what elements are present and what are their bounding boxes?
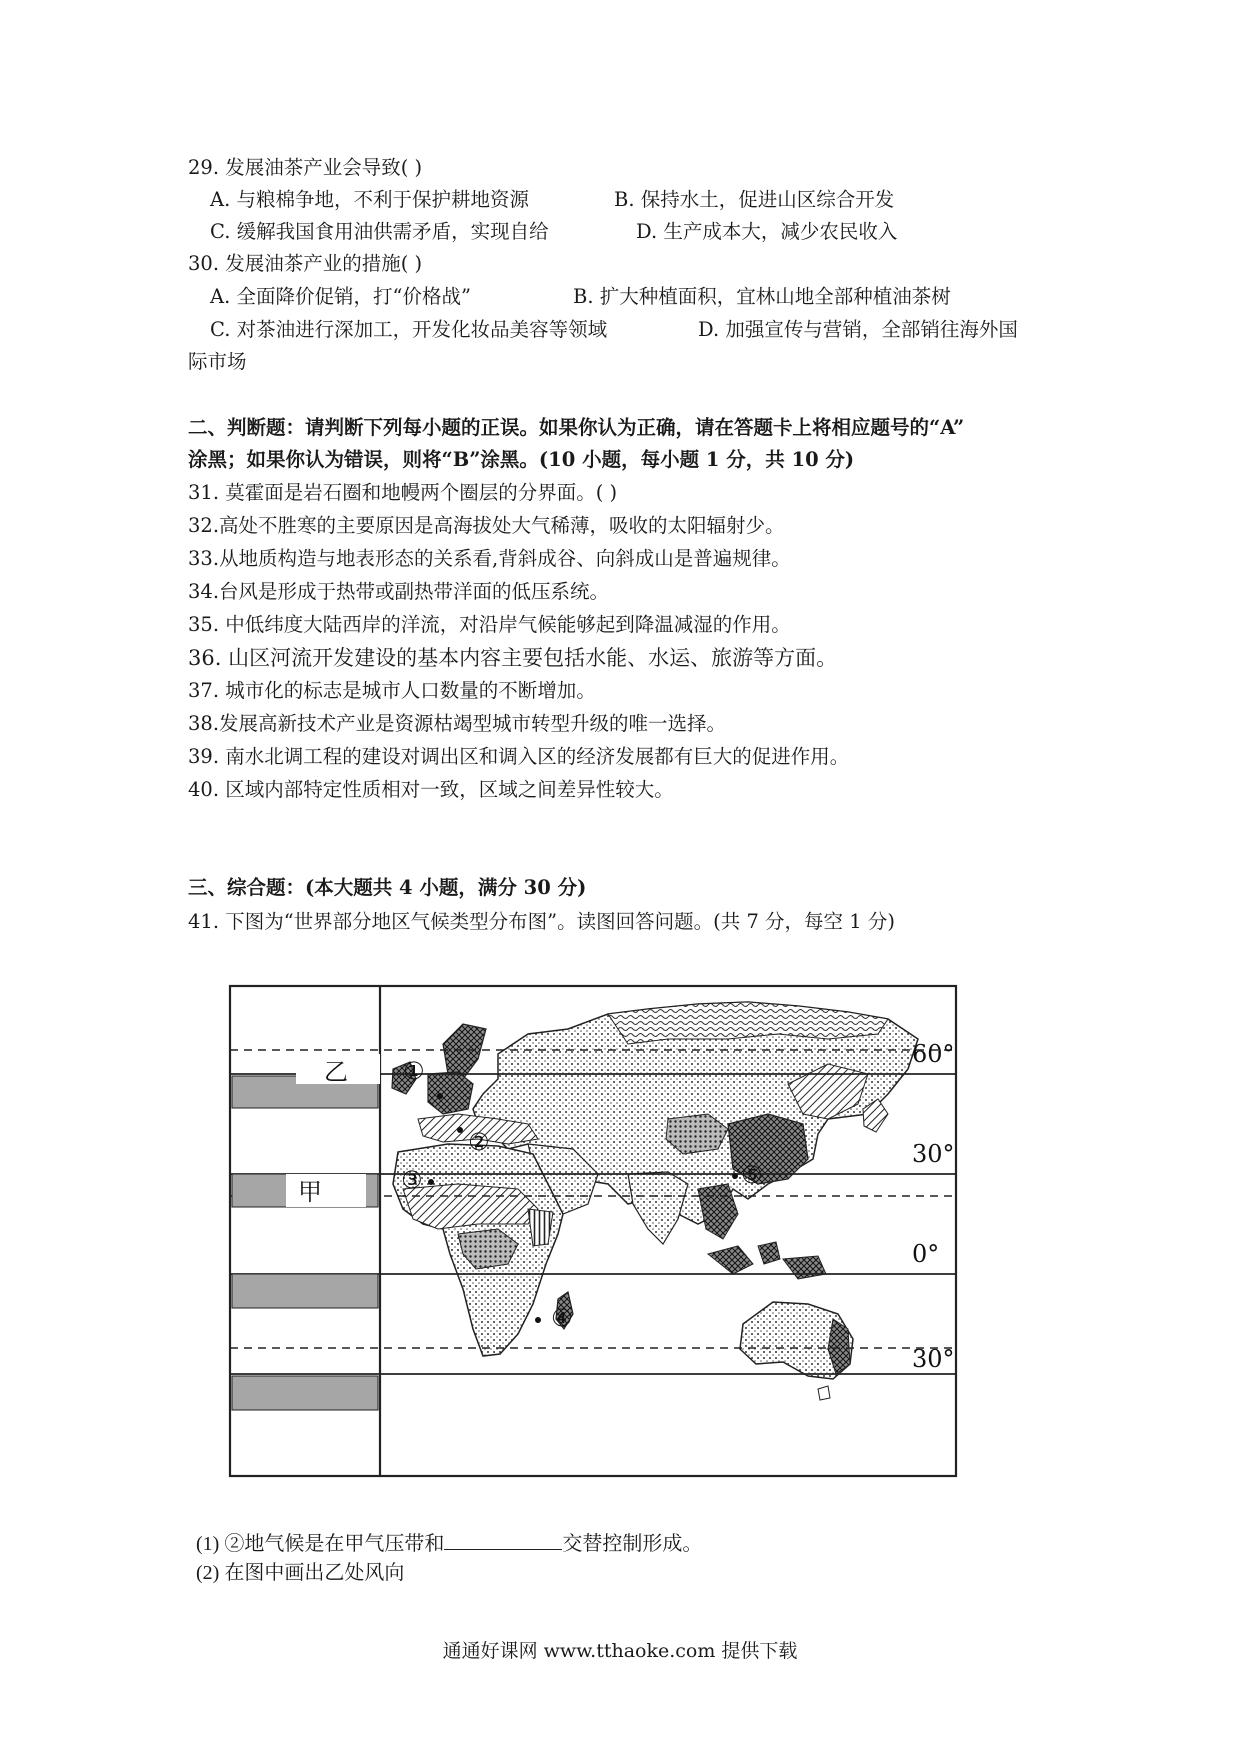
q41-stem: 41. 下图为“世界部分地区气候类型分布图”。读图回答问题。(共 7 分，每空 1 分) [188, 910, 895, 933]
judge-item: 39. 南水北调工程的建设对调出区和调入区的经济发展都有巨大的促进作用。 [188, 745, 850, 768]
western-europe [428, 1072, 473, 1114]
section3-title: 三、综合题：(本大题共 4 小题，满分 30 分) [188, 876, 587, 899]
q30-option-b: B. 扩大种植面积，宜林山地全部种植油茶树 [573, 285, 951, 308]
marker-2: ② [468, 1128, 490, 1156]
marker-dot [732, 1173, 738, 1179]
marker-dot [457, 1127, 463, 1133]
judge-item: 38.发展高新技术产业是资源枯竭型城市转型升级的唯一选择。 [188, 712, 727, 735]
q29-option-d: D. 生产成本大，减少农民收入 [636, 220, 898, 243]
marker-dot [437, 1093, 443, 1099]
sub-question-1-tail: 交替控制形成。 [562, 1533, 703, 1555]
label-jia: 甲 [298, 1178, 322, 1206]
marker-1: ① [403, 1057, 425, 1085]
judge-item: 40. 区域内部特定性质相对一致，区域之间差异性较大。 [188, 778, 674, 801]
q30-option-d-continued: 际市场 [188, 350, 247, 373]
marker-4: ④ [551, 1304, 573, 1332]
sub-question-2: (2) 在图中画出乙处风向 [196, 1562, 405, 1584]
q30-option-c: C. 对茶油进行深加工，开发化妆品美容等领域 [210, 318, 608, 341]
judge-item: 33.从地质构造与地表形态的关系看,背斜成谷、向斜成山是普遍规律。 [188, 547, 791, 570]
marker-dot [428, 1179, 434, 1185]
climate-type-map [228, 984, 958, 1478]
sub-question-1 [196, 1531, 702, 1554]
q29-option-b: B. 保持水土，促进山区综合开发 [614, 188, 895, 211]
judge-item: 37. 城市化的标志是城市人口数量的不断增加。 [188, 679, 596, 702]
judge-item: 32.高处不胜寒的主要原因是高海拔处大气稀薄，吸收的太阳辐射少。 [188, 514, 785, 537]
pressure-band [232, 1274, 378, 1308]
section2-title-line1: 二、判断题：请判断下列每小题的正误。如果你认为正确，请在答题卡上将相应题号的“A” [188, 416, 965, 439]
sub-question-1-text: (1) ②地气候是在甲气压带和 [196, 1533, 445, 1555]
lat-label: 0° [912, 1240, 940, 1268]
q30-stem: 30. 发展油茶产业的措施( ) [188, 252, 423, 275]
pressure-band [232, 1376, 378, 1410]
lat-label: 60° [912, 1040, 955, 1068]
q29-option-a: A. 与粮棉争地，不利于保护耕地资源 [210, 188, 529, 211]
lat-label: 30° [912, 1345, 955, 1373]
section2-title-line2: 涂黑；如果你认为错误，则将“B”涂黑。(10 小题，每小题 1 分，共 10 分) [188, 448, 855, 471]
answer-blank[interactable] [444, 1531, 562, 1550]
marker-3: ③ [401, 1166, 423, 1194]
marker-dot [535, 1317, 541, 1323]
judge-item: 36. 山区河流开发建设的基本内容主要包括水能、水运、旅游等方面。 [188, 646, 838, 670]
q30-option-d: D. 加强宣传与营销，全部销往海外国 [698, 318, 1018, 341]
label-yi: 乙 [324, 1058, 348, 1086]
judge-item: 35. 中低纬度大陆西岸的洋流，对沿岸气候能够起到降温减湿的作用。 [188, 613, 791, 636]
judge-item: 31. 莫霍面是岩石圈和地幔两个圈层的分界面。( ) [188, 481, 618, 504]
q30-option-a: A. 全面降价促销，打“价格战” [210, 285, 471, 308]
judge-item: 34.台风是形成于热带或副热带洋面的低压系统。 [188, 580, 610, 603]
page-footer: 通通好课网 www.tthaoke.com 提供下载 [442, 1640, 798, 1662]
q29-option-c: C. 缓解我国食用油供需矛盾，实现自给 [210, 220, 549, 243]
sahel-band [403, 1184, 538, 1229]
q29-stem: 29. 发展油茶产业会导致( ) [188, 156, 423, 179]
tasmania [818, 1386, 830, 1400]
marker-5: ⑤ [741, 1161, 763, 1189]
lat-label: 30° [912, 1140, 955, 1168]
